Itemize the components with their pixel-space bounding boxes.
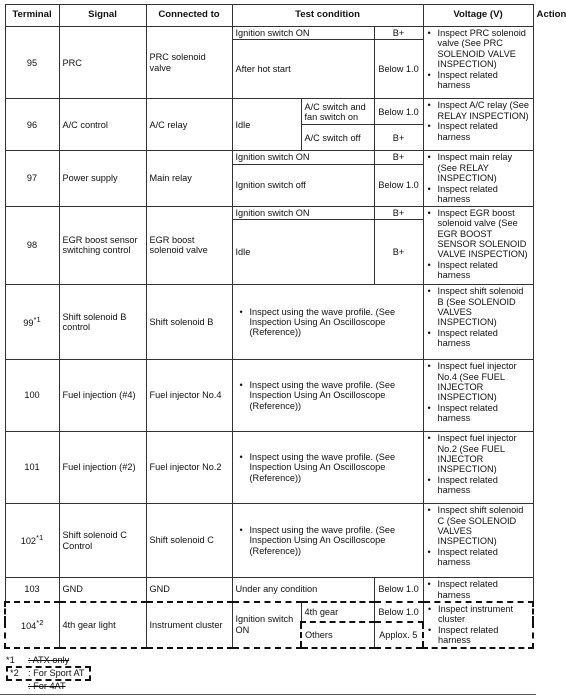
signal-cell: Fuel injection (#4) (59, 360, 146, 432)
connected-cell: GND (146, 578, 232, 602)
header-connected-to: Connected to (146, 5, 232, 27)
action-item: • Inspect related harness (438, 121, 531, 142)
signal-cell: EGR boost sensor switching control (59, 206, 146, 284)
action-item: • Inspect shift solenoid C (See SOLENOID VALVES INSPECTION) (438, 505, 531, 547)
header-terminal: Terminal (5, 5, 59, 27)
terminal-cell: 101 (5, 432, 59, 504)
action-item: • Inspect PRC solenoid valve (See PRC SOLENOID VALVE INSPECTION) (438, 28, 531, 70)
action-item: • Inspect related harness (438, 475, 531, 496)
signal-cell: Fuel injection (#2) (59, 432, 146, 504)
footnote-ref: *1 (33, 314, 41, 324)
voltage-cell: Below 1.0 (374, 99, 423, 125)
action-item: • Inspect main relay (See RELAY INSPECTION) (438, 152, 531, 183)
subcondition-cell: 4th gear (301, 602, 374, 623)
voltage-cell: Below 1.0 (374, 578, 423, 602)
footnote-ref: *2 (36, 617, 44, 627)
action-cell (423, 151, 533, 206)
table-row (5, 151, 533, 164)
header-row: Terminal Signal Connected to Test condition Voltage (V) Action (5, 5, 533, 27)
action-item: • Inspect fuel injector No.2 (See FUEL INJECTOR INSPECTION) (438, 433, 531, 475)
connected-cell: Fuel injector No.4 (146, 360, 232, 432)
table-row (5, 360, 533, 432)
terminal-cell: 98 (5, 206, 59, 284)
condition-cell: Ignition switch ON (232, 602, 301, 648)
header-test-condition: Test condition (232, 5, 423, 27)
terminal-cell: 102$^{*1}$ (5, 504, 59, 578)
terminal-cell: 100 (5, 360, 59, 432)
condition-cell: After hot start (232, 40, 374, 99)
table-row (5, 578, 533, 602)
action-item: • Inspect related harness (438, 260, 531, 281)
voltage-cell: Below 1.0 (374, 40, 423, 99)
condition-item: • Inspect using the wave profile. (See Inspection Using An Oscilloscope (Reference)) (250, 452, 420, 483)
voltage-cell: B+ (374, 125, 423, 151)
condition-item: • Inspect using the wave profile. (See Inspection Using An Oscilloscope (Reference)) (250, 307, 420, 338)
condition-cell: Ignition switch ON (232, 151, 374, 164)
subcondition-cell: Others (301, 622, 374, 647)
action-item: • Inspect related harness (438, 579, 531, 600)
table-row (5, 504, 533, 578)
voltage-cell: Applox. 5 (374, 622, 423, 647)
connected-cell: PRC solenoid valve (146, 27, 232, 99)
condition-cell: Ignition switch off (232, 164, 374, 206)
voltage-cell: B+ (374, 27, 423, 40)
footnote-2 (6, 666, 91, 681)
dashed-note-box: *2 : For Sport AT (6, 666, 91, 681)
table-row (5, 27, 533, 40)
signal-cell: PRC (59, 27, 146, 99)
terminal-cell: 97 (5, 151, 59, 206)
terminal-cell: 96 (5, 99, 59, 151)
connected-cell: Shift solenoid B (146, 285, 232, 360)
action-cell (423, 602, 533, 648)
terminal-cell: 99$^{*1}$ (5, 285, 59, 360)
connected-cell: Instrument cluster (146, 602, 232, 648)
signal-cell: Power supply (59, 151, 146, 206)
action-item: • Inspect instrument cluster (438, 604, 530, 625)
table-row (5, 602, 533, 623)
condition-cell (232, 285, 423, 360)
terminal-signal-table (4, 4, 566, 649)
action-item: • Inspect related harness (438, 547, 531, 568)
condition-cell: Ignition switch ON (232, 206, 374, 219)
voltage-cell: Below 1.0 (374, 602, 423, 623)
voltage-cell: B+ (374, 206, 423, 219)
table-row (5, 206, 533, 219)
action-cell (423, 578, 533, 602)
connected-cell: Shift solenoid C (146, 504, 232, 578)
action-item: • Inspect related harness (438, 70, 531, 91)
action-item: • Inspect fuel injector No.4 (See FUEL INJECTOR INSPECTION) (438, 361, 531, 403)
terminal-cell: 95 (5, 27, 59, 99)
terminal-cell: 104$^{*2}$ (5, 602, 59, 648)
connected-cell: EGR boost solenoid valve (146, 206, 232, 284)
action-cell (423, 360, 533, 432)
table-row (5, 285, 533, 360)
voltage-cell: Below 1.0 (374, 164, 423, 206)
voltage-cell: B+ (374, 151, 423, 164)
voltage-cell: B+ (374, 220, 423, 285)
connected-cell: Fuel injector No.2 (146, 432, 232, 504)
action-item: • Inspect A/C relay (See RELAY INSPECTION) (438, 100, 531, 121)
action-cell (423, 27, 533, 99)
condition-cell (232, 432, 423, 504)
footnote-3: : For 4AT (28, 681, 66, 691)
condition-cell: Ignition switch ON (232, 27, 374, 40)
subcondition-cell: A/C switch and fan switch on (301, 99, 374, 125)
condition-cell: Idle (232, 220, 374, 285)
action-cell (423, 206, 533, 284)
signal-cell: Shift solenoid B control (59, 285, 146, 360)
action-item: • Inspect related harness (438, 184, 531, 205)
condition-cell: Idle (232, 99, 301, 151)
condition-item: • Inspect using the wave profile. (See Inspection Using An Oscilloscope (Reference)) (250, 380, 420, 411)
action-item: • Inspect EGR boost solenoid valve (See EGR BOOST SENSOR SOLENOID VALVE INSPECTION) (438, 208, 531, 260)
connected-cell: A/C relay (146, 99, 232, 151)
header-voltage: Voltage (V) (423, 5, 533, 27)
table-row (5, 432, 533, 504)
action-cell (423, 504, 533, 578)
condition-cell (232, 360, 423, 432)
table-row (5, 99, 533, 125)
condition-item: • Inspect using the wave profile. (See Inspection Using An Oscilloscope (Reference)) (250, 525, 420, 556)
subcondition-cell: A/C switch off (301, 125, 374, 151)
condition-cell (232, 504, 423, 578)
signal-cell: Shift solenoid C Control (59, 504, 146, 578)
action-item: • Inspect related harness (438, 328, 531, 349)
action-item: • Inspect related harness (438, 625, 530, 646)
page-divider (0, 694, 536, 695)
condition-cell: Under any condition (232, 578, 374, 602)
footnote-ref: *1 (36, 533, 44, 543)
action-cell (423, 99, 533, 151)
signal-cell: 4th gear light (59, 602, 146, 648)
signal-cell: GND (59, 578, 146, 602)
action-item: • Inspect related harness (438, 403, 531, 424)
terminal-cell: 103 (5, 578, 59, 602)
footnote-1: *1 : ATX only (6, 655, 70, 665)
connected-cell: Main relay (146, 151, 232, 206)
action-item: • Inspect shift solenoid B (See SOLENOID VALVES INSPECTION) (438, 286, 531, 328)
action-cell (423, 285, 533, 360)
header-signal: Signal (59, 5, 146, 27)
action-cell (423, 432, 533, 504)
footnotes (6, 655, 91, 692)
signal-cell: A/C control (59, 99, 146, 151)
